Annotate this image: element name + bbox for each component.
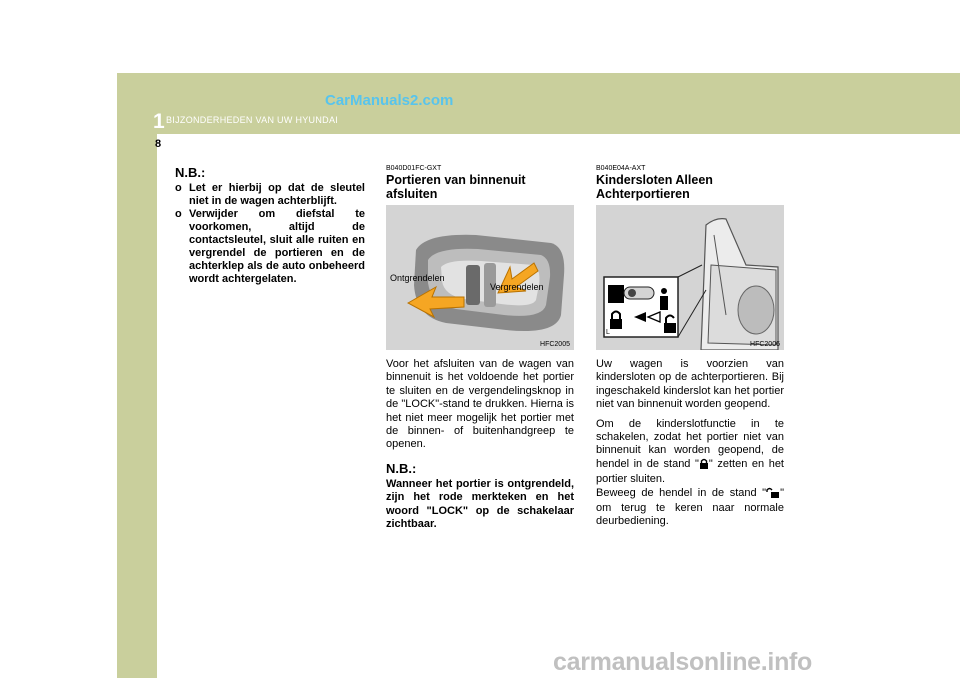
note-bullet [175,182,365,208]
bullet-mark: o [175,208,182,220]
unlock-label: Ontgrendelen [390,273,445,283]
child-lock-instruction [596,418,784,529]
section-title: Achterportieren [596,187,690,201]
note-bullet [175,208,365,286]
watermark-top[interactable]: CarManuals2.com [325,92,454,109]
door-lock-paragraph: Voor het afsluiten van de wagen van binnenuit is het voldoende het portier te sluiten en de vergendelingsknop in de "LOCK"-stand te drukken. Hierna is het niet meer mogelijk het portier met de binnen- of buitenhandgreep te openen. [386,358,574,451]
bullet-text: Let er hierbij op dat de sleutel niet in de wagen achterblijft. [189,182,365,207]
section-title: Portieren van binnenuit afsluiten [386,173,526,201]
figure-code: HFC2006 [750,341,780,348]
watermark-bottom[interactable]: carmanualsonline.info [553,648,813,676]
instruction-text: Om de kinderslotfunctie in te schakelen, zodat het portier niet van binnenuit kan worden geopend, de hendel in de stand " [596,417,784,470]
figure-code: HFC2005 [540,341,570,348]
chapter-number: 1 [153,110,165,133]
lock-label: Vergrendelen [490,282,544,292]
bullet-mark: o [175,182,182,194]
child-lock-figure [596,205,784,350]
note-column [175,165,365,286]
child-lock-illustration [596,205,784,350]
page-number: 8 [155,138,162,150]
chapter-tab-band [117,134,157,678]
section-code: B040D01FC-GXT [386,165,442,172]
instruction-text: " om terug te keren naar normale deurbediening. [596,486,784,528]
instruction-text: " zetten en het portier sluiten. [596,457,784,486]
section-code: B040E04A-AXT [596,165,646,172]
unlock-icon [766,487,780,502]
child-lock-section [596,165,784,529]
note-heading: N.B.: [175,165,206,180]
chapter-title: BIJZONDERHEDEN VAN UW HYUNDAI [166,115,339,125]
child-lock-paragraph: Uw wagen is voorzien van kindersloten op de achterportieren. Bij ingeschakeld kinderslot kan het portier niet van binnenuit worden geopend. [596,358,784,411]
note-text: Wanneer het portier is ontgrendeld, zijn het rode merkteken en het woord "LOCK" op de schakelaar zichtbaar. [386,477,574,531]
lock-letter: L [606,329,610,336]
section-title: Kindersloten Alleen [596,173,713,187]
door-lock-section [386,165,574,531]
bullet-text: Verwijder om diefstal te voorkomen, altijd de contactsleutel, sluit alle ruiten en vergrendel de portieren en de achterklep als de auto onbeheerd wordt achtergelaten. [189,208,365,285]
lock-icon [699,458,709,473]
note-heading: N.B.: [386,460,417,476]
door-handle-figure [386,205,574,350]
instruction-text: Beweeg de hendel in de stand " [596,486,767,499]
